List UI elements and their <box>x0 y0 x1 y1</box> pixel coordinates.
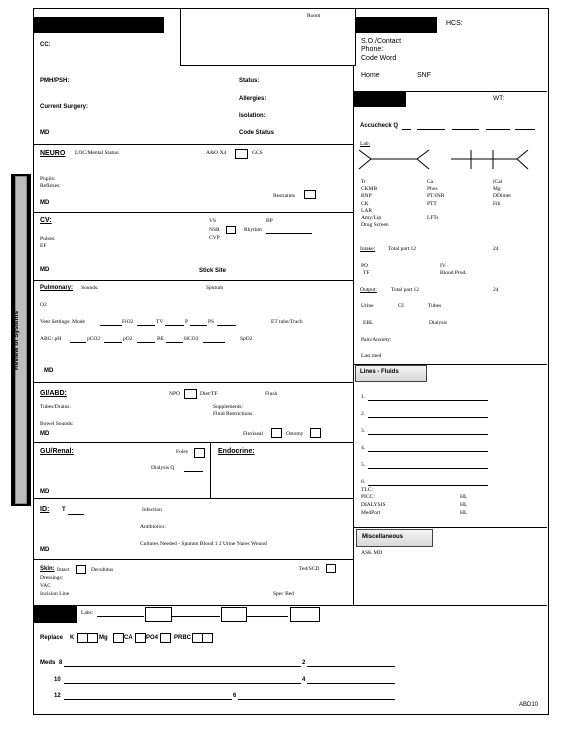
divider <box>34 498 353 499</box>
tf-label: TF <box>363 270 370 276</box>
intake-24-label: 24 <box>493 246 499 252</box>
lab-value-label: BNP <box>361 193 372 200</box>
replace-label: Replace <box>40 635 64 641</box>
gi-md-label: MD <box>40 431 50 437</box>
fluid-restrictions-label: Fluid Restrictions <box>213 411 253 417</box>
gu-title: GU/Renal: <box>40 448 74 455</box>
p-blank[interactable] <box>190 325 207 326</box>
labs-box-2[interactable] <box>221 607 247 622</box>
endocrine-title: Endocrine: <box>218 448 255 455</box>
divider <box>34 144 353 145</box>
divider <box>34 605 547 606</box>
ph-blank[interactable] <box>70 342 86 343</box>
review-of-systems-label: Review of Systems <box>12 311 20 370</box>
ted-scd-checkbox[interactable] <box>326 564 336 573</box>
po2-blank[interactable] <box>137 342 155 343</box>
ebl-label: EBL <box>363 320 374 326</box>
loc-label: LOC/Mental Status: <box>75 150 120 156</box>
et-tube-label: ET tube/Trach <box>271 319 303 325</box>
id-md-label: MD <box>40 547 50 553</box>
output-dialysis-label: Dialysis <box>429 320 448 326</box>
labs-blank-2[interactable] <box>172 616 220 617</box>
urine-label: Urine <box>361 303 374 309</box>
room-label: Room <box>307 13 321 19</box>
line-item-number: 6. <box>361 479 366 485</box>
cultures-label: Cultures Needed - Sputum Blood 1 2 Urine Nares Wound <box>140 541 267 547</box>
p-label: P <box>185 319 189 325</box>
output-tubes-label: Tubes <box>428 303 442 309</box>
phone-label: Phone: <box>361 46 384 53</box>
lines-fluids-title: Lines - Fluids <box>360 369 399 375</box>
o2-label: O2 <box>40 302 47 308</box>
history-md-label: MD <box>40 130 50 136</box>
pulmonary-md-label: MD <box>44 368 54 374</box>
line-item-blank[interactable] <box>368 451 488 452</box>
tubes-drains-label: Tubes/Drains: <box>40 404 71 410</box>
intact-label: Intact <box>57 567 70 573</box>
current-surgery-label: Current Surgery: <box>40 104 89 110</box>
fio2-blank[interactable] <box>137 325 155 326</box>
bottom-bar <box>34 606 77 623</box>
gu-endocrine-divider <box>210 442 211 498</box>
pulmonary-title: Pulmonary: <box>40 285 74 291</box>
pco2-label: pCO2 <box>87 336 101 342</box>
npo-label: NPO <box>169 391 181 397</box>
lab-value-label: CKMB <box>361 186 378 193</box>
id-t-blank[interactable] <box>68 514 84 515</box>
ef-label: EF <box>40 243 47 249</box>
lab-value-label: Ca <box>427 179 434 185</box>
line-item-blank[interactable] <box>368 434 488 435</box>
line-item-blank[interactable] <box>368 400 488 401</box>
sounds-label: Sounds: <box>81 285 99 291</box>
hcs-label: HCS: <box>446 20 463 27</box>
tv-blank[interactable] <box>165 325 184 326</box>
spec-bed-label: Spec Bed <box>273 591 294 597</box>
incision-line-label: Incision Line <box>40 591 70 597</box>
cvp-label: CVP <box>209 235 220 241</box>
lab-fishbone-cbc <box>449 148 533 172</box>
so-contact-label: S.O./Contact <box>361 38 402 45</box>
output-24-label: 24 <box>493 287 499 293</box>
ostomy-label: Ostomy <box>286 431 304 437</box>
stick-site-label: Stick Site <box>199 268 227 274</box>
replace-k-label: K <box>70 635 75 641</box>
line-item-number: 2. <box>361 411 366 417</box>
antibiotics-label: Antibiotics: <box>140 524 166 530</box>
neuro-md-label: MD <box>40 200 50 206</box>
npo-checkbox[interactable] <box>184 389 197 399</box>
id-title: ID: <box>40 506 50 513</box>
misc-title: Miscellaneous <box>362 534 404 540</box>
po-label: PO <box>361 263 369 269</box>
accucheck-blank-3[interactable] <box>452 129 479 130</box>
output-label: Output: <box>360 287 377 293</box>
infection-label: Infection <box>142 507 162 513</box>
lab-value-label: DDimer <box>493 193 512 200</box>
gcs-label: GCS <box>252 150 263 156</box>
lab-value-label: Mg <box>493 186 501 193</box>
aox4-checkbox[interactable] <box>235 149 248 159</box>
wt-label: WT: <box>493 95 505 102</box>
diet-tf-label: Diet/TF <box>200 391 218 397</box>
hco3-blank[interactable] <box>203 342 225 343</box>
vent-mode-blank[interactable] <box>100 325 122 326</box>
spo2-label: SpO2 <box>240 336 253 342</box>
line-item-blank[interactable] <box>368 417 488 418</box>
cv-title: CV: <box>40 217 52 224</box>
lab-value-label: Drug Screen <box>361 222 389 229</box>
medport-label: MedPort <box>361 510 381 516</box>
flexiseal-label: Flexiseal <box>243 431 263 437</box>
vent-settings-label: Vent Settings: Mode <box>40 319 85 325</box>
home-label: Home <box>361 72 380 79</box>
meds-6-line[interactable] <box>238 699 395 700</box>
lab-value-label: Tr <box>361 179 366 185</box>
lab-value-label: CK <box>361 200 369 207</box>
meds-10-line[interactable] <box>64 683 301 684</box>
replace-po4-box[interactable] <box>160 633 171 643</box>
ostomy-checkbox[interactable] <box>310 428 321 438</box>
medport-hl-label: HL <box>460 510 468 516</box>
line-item-number: 5. <box>361 462 366 468</box>
meds-12-line[interactable] <box>64 699 232 700</box>
labs-blank-1[interactable] <box>97 616 144 617</box>
ps-label: PS <box>208 319 215 325</box>
divider <box>34 212 353 213</box>
divider <box>34 559 353 560</box>
neuro-title: NEURO <box>40 150 66 157</box>
header-name-bar <box>34 17 164 33</box>
lab-value-label: Phos <box>427 186 438 193</box>
meds-2-label: 2 <box>302 660 306 666</box>
restraints-checkbox[interactable] <box>304 190 316 199</box>
lab-value-label: Amy/Lip <box>361 215 382 221</box>
skin-title: Skin: <box>40 566 55 572</box>
rhythm-blank[interactable] <box>266 233 312 234</box>
accucheck-blank-1[interactable] <box>402 129 411 130</box>
labs-box-3[interactable] <box>290 607 320 622</box>
meds-label: Meds <box>40 660 56 666</box>
replace-mg-label: Mg <box>99 635 108 641</box>
be-blank[interactable] <box>166 342 183 343</box>
rhythm-label: Rhythm <box>244 227 262 233</box>
divider <box>34 442 353 443</box>
divider <box>34 280 353 281</box>
labs-blank-3[interactable] <box>247 616 288 617</box>
pulses-label: Pulses: <box>40 236 56 242</box>
meds-4-line[interactable] <box>307 683 395 684</box>
picc-label: PICC: <box>361 494 375 500</box>
nsr-checkbox[interactable] <box>226 226 236 234</box>
replace-po4-label: PO4 <box>146 635 159 641</box>
code-status-label: Code Status <box>239 130 275 136</box>
sputum-label: Sputum <box>206 285 224 291</box>
meds-6-label: 6 <box>233 693 237 699</box>
accucheck-blank-2[interactable] <box>417 129 445 130</box>
replace-prbc-label: PRBC <box>174 635 192 641</box>
pmh-label: PMH/PSH: <box>40 78 70 84</box>
lab-value-label: iCal <box>493 179 503 185</box>
foley-label: Foley <box>176 449 189 455</box>
replace-ca-box[interactable] <box>135 633 146 643</box>
pupils-label: Pupils: <box>40 176 56 182</box>
hco3-label: HCO3 <box>184 336 199 342</box>
code-word-label: Code Word <box>361 55 397 62</box>
intact-checkbox[interactable] <box>76 565 86 574</box>
line-item-number: 4. <box>361 445 366 451</box>
blood-prod-label: Blood Prod. <box>440 270 467 276</box>
lab-value-label: Fib <box>493 200 501 207</box>
picc-hl-label: HL <box>460 494 468 500</box>
divider <box>34 382 353 383</box>
allergies-label: Allergies: <box>239 96 267 102</box>
line-item-number: 3. <box>361 428 366 434</box>
flexiseal-checkbox[interactable] <box>271 428 282 438</box>
snf-label: SNF <box>417 72 431 79</box>
output-gi-label: GI <box>398 303 404 309</box>
right-panel-bar <box>354 92 406 107</box>
meds-2-line[interactable] <box>307 666 395 667</box>
output-total-part-label: Total part 12 <box>391 287 420 293</box>
meds-8-line[interactable] <box>64 666 301 667</box>
pco2-blank[interactable] <box>104 342 122 343</box>
form-id-label: ABD10 <box>519 702 539 708</box>
dressings-label: Dressings: <box>40 575 64 581</box>
labs-label: Labs: <box>81 610 94 616</box>
foley-checkbox[interactable] <box>194 448 205 458</box>
meds-8-label: 8 <box>59 660 63 666</box>
line-item-blank[interactable] <box>368 468 488 469</box>
abg-ph-label: ABG: pH <box>40 336 62 342</box>
labs-box-1[interactable] <box>145 607 172 622</box>
divider <box>353 527 547 528</box>
pain-anxiety-label: Pain/Anxiety: <box>361 337 392 343</box>
replace-k-box-2[interactable] <box>87 633 98 643</box>
room-box[interactable] <box>180 8 356 66</box>
tlc-label: TLC: <box>361 487 373 493</box>
dialysis-hl-label: HL <box>460 502 468 508</box>
dialysis-q-blank[interactable] <box>184 471 203 472</box>
isolation-label: Isolation: <box>239 113 266 119</box>
header-hcs-bar <box>355 17 437 33</box>
replace-mg-box[interactable] <box>113 633 124 643</box>
dialysis-q-label: Dialysis Q <box>151 465 175 471</box>
aox4-label: A&O X4 <box>206 150 227 156</box>
flush-label: Flush <box>265 391 278 397</box>
lab-value-label: LFTs <box>427 215 439 221</box>
po2-label: pO2 <box>123 336 133 342</box>
lab-value-label: PTT <box>427 200 437 207</box>
lab-label: Lab: <box>360 141 371 147</box>
line-item-number: 1. <box>361 394 366 400</box>
status-label: Status: <box>239 78 260 84</box>
gu-md-label: MD <box>40 489 50 495</box>
supplements-label: Supplements: <box>213 404 243 410</box>
reflexes-label: Reflexes: <box>40 183 61 189</box>
gi-title: GI/ABD: <box>40 390 67 397</box>
iv-label: IV <box>440 263 446 269</box>
id-t-label: T <box>62 507 66 513</box>
decubitus-label: Decubitus <box>91 567 114 573</box>
be-label: BE <box>157 336 165 342</box>
accucheck-label: Accucheck Q <box>360 123 399 129</box>
accucheck-blank-4[interactable] <box>486 129 510 130</box>
bp-label: BP <box>266 218 273 224</box>
intake-label: Intake: <box>360 246 376 252</box>
lab-value-label: PT/INR <box>427 193 445 200</box>
lab-fishbone-bmp <box>357 148 433 172</box>
fio2-label: FiO2 <box>122 319 134 325</box>
lab-value-label: LAR <box>361 207 372 214</box>
nsr-label: NSR <box>209 227 220 233</box>
replace-ca-label: CA <box>124 635 133 641</box>
ps-blank[interactable] <box>217 325 236 326</box>
accucheck-blank-5[interactable] <box>515 129 535 130</box>
line-item-blank[interactable] <box>368 485 488 486</box>
intake-total-part-label: Total part 12 <box>388 246 417 252</box>
bowel-sounds-label: Bowel Sounds: <box>40 421 74 427</box>
ask-md-label: ASK MD <box>361 550 383 556</box>
meds-12-label: 12 <box>54 693 61 699</box>
ted-scd-label: Ted/SCD <box>299 566 320 572</box>
dialysis-line-label: DIALYSIS <box>361 502 386 508</box>
meds-4-label: 4 <box>302 677 306 683</box>
meds-10-label: 10 <box>54 677 61 683</box>
cc-label: CC: <box>40 42 51 48</box>
replace-prbc-box-2[interactable] <box>202 633 213 643</box>
last-med-label: Last med <box>361 353 382 359</box>
restraints-label: Restraints <box>273 193 295 199</box>
cv-md-label: MD <box>40 267 50 273</box>
vs-label: VS <box>209 218 217 224</box>
tv-label: TV <box>156 319 164 325</box>
vac-label: VAC <box>40 583 51 589</box>
